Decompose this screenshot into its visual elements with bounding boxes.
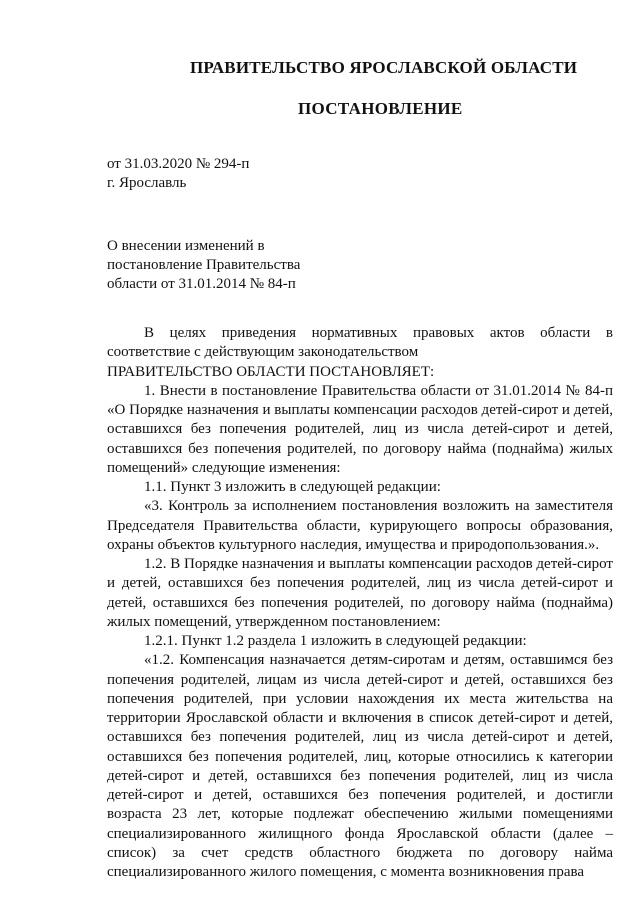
- document-type-title: ПОСТАНОВЛЕНИЕ: [298, 99, 463, 118]
- city: г. Ярославль: [107, 175, 187, 191]
- subject-line-1: О внесении изменений в: [107, 238, 265, 254]
- item-1-paragraph: 1. Внести в постановление Правительства области от 31.01.2014 № 84-п «О Порядке назначения и выплаты компенсации расходов детей-сирот и детей, оставшихся без попечения родителей, лиц из числа детей-сирот и детей, оставшихся без попечения родителей, по договору найма (поднайма) жилых помещений» следующие изменения:: [107, 382, 613, 476]
- preamble-paragraph: В целях приведения нормативных правовых актов области в соответствие с действующим законодательством: [107, 325, 613, 361]
- item-1-2-paragraph: 1.2. В Порядке назначения и выплаты компенсации расходов детей-сирот и детей, оставшихся без попечения родителей, лиц из числа детей-сирот и детей, оставшихся без попечения родителей, по договору найма (поднайма) жилых помещений, утвержденном постановлением:: [107, 556, 613, 630]
- date-number: от 31.03.2020 № 294-п: [107, 156, 250, 172]
- item-1-1-paragraph: 1.1. Пункт 3 изложить в следующей редакции:: [144, 479, 441, 495]
- document-body: [107, 324, 613, 882]
- resolves-paragraph: ПРАВИТЕЛЬСТВО ОБЛАСТИ ПОСТАНОВЛЯЕТ:: [107, 363, 435, 380]
- item-1-2-1-text-paragraph: «1.2. Компенсация назначается детям-сиротам и детям, оставшимся без попечения родителей, лицам из числа детей-сирот и детей, оставшихся без попечения родителей, при условии нахождения их места жительства на территории Ярославской области и включения в список детей-сирот и детей, оставшихся без попечения родителей, лиц из числа детей-сирот и детей, оставшихся без попечения родителей, лиц, которые относились к категории детей-сирот и детей, оставшихся без попечения родителей, лиц из числа детей-сирот и детей, оставшихся без попечения родителей, и достигли возраста 23 лет, которые подлежат обеспечению жилыми помещениями специализированного жилищного фонда Ярославской области (далее – список) за счет средств областного бюджета по договору найма специализированного жилого помещения, с момента возникновения права: [107, 652, 613, 880]
- organization-title: ПРАВИТЕЛЬСТВО ЯРОСЛАВСКОЙ ОБЛАСТИ: [190, 58, 578, 77]
- item-1-1-text-paragraph: «3. Контроль за исполнением постановления возложить на заместителя Председателя Правительства области, курирующего вопросы образования, охраны объектов культурного наследия, имущества и природопользования.».: [107, 498, 613, 553]
- document-meta: [107, 155, 249, 193]
- item-1-2-1-paragraph: 1.2.1. Пункт 1.2 раздела 1 изложить в следующей редакции:: [144, 633, 527, 649]
- document-subject: [107, 237, 300, 294]
- subject-line-3: области от 31.01.2014 № 84-п: [107, 276, 296, 292]
- subject-line-2: постановление Правительства: [107, 257, 301, 273]
